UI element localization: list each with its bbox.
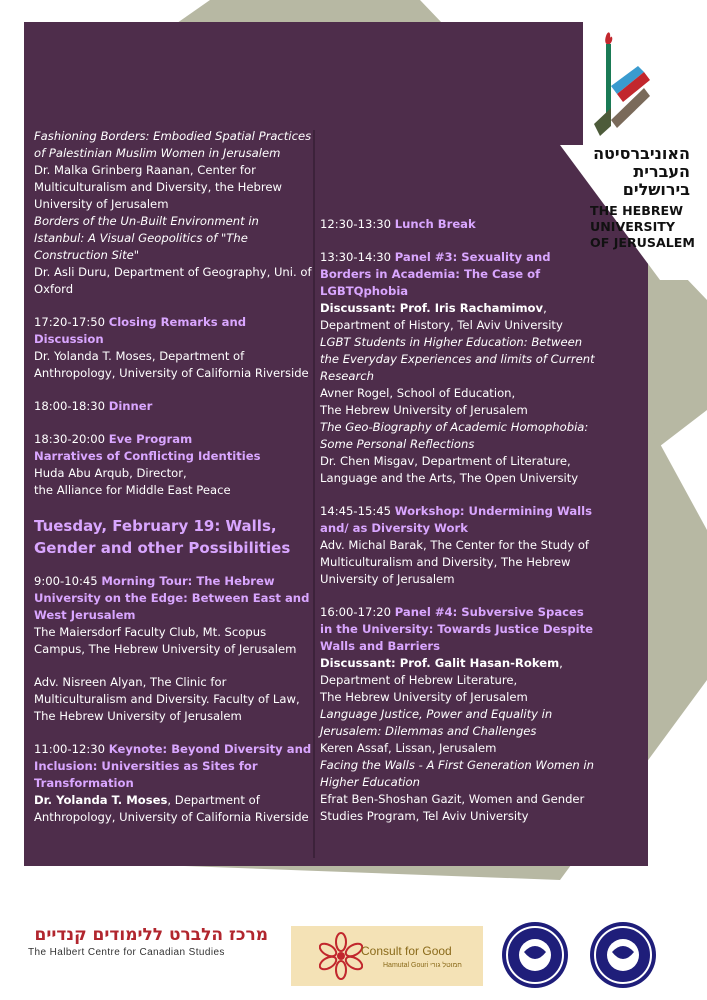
talk-title: The Geo-Biography of Academic Homophobia: Some Personal Reflections	[320, 420, 589, 451]
discussant-affiliation: , Department of Hebrew Literature,	[320, 656, 563, 687]
halbert-centre-english: The Halbert Centre for Canadian Studies	[28, 947, 225, 958]
program-left-column	[34, 128, 312, 842]
talk-speaker: Avner Rogel, School of Education,	[320, 386, 516, 400]
discussant-name: Discussant: Prof. Iris Rachamimov	[320, 301, 544, 315]
talk-speaker: Keren Assaf, Lissan, Jerusalem	[320, 741, 497, 755]
talk-speaker: Dr. Chen Misgav, Department of Literature, Language and the Arts, The Open University	[320, 454, 579, 485]
session-title: Keynote: Beyond Diversity and Inclusion: Universities as Sites for Transformation	[34, 742, 312, 790]
discussant-name: Discussant: Prof. Galit Hasan-Rokem	[320, 656, 560, 670]
university-name-english-3: OF JERUSALEM	[590, 235, 695, 250]
session-title: Dinner	[108, 399, 153, 413]
program-right-column	[320, 216, 596, 841]
globe-icon	[502, 922, 568, 988]
session-title: Panel #4: Subversive Spaces in the University: Towards Justice Despite Walls and Barriers	[320, 605, 594, 653]
session-title: Panel #3: Sexuality and Borders in Academia: The Case of LGBTQphobia	[320, 250, 551, 298]
consult-for-good-name: Consult for Good	[361, 944, 452, 958]
university-name-hebrew-3: בירושלים	[622, 180, 690, 199]
talk-title: Facing the Walls - A First Generation Women in Higher Education	[320, 758, 594, 789]
session-time: 16:00-17:20	[320, 605, 392, 619]
talk-speaker: The Hebrew University of Jerusalem	[320, 403, 528, 417]
session-speaker: Adv. Michal Barak, The Center for the Study of Multiculturalism and Diversity, The Hebrew University of Jerusalem	[320, 538, 590, 586]
talk-title: LGBT Students in Higher Education: Between the Everyday Experiences and limits of Current Research	[320, 335, 595, 383]
keynote-speaker-name: Dr. Yolanda T. Moses	[34, 793, 168, 807]
session-time: 9:00-10:45	[34, 574, 98, 588]
sponsor-footer	[0, 880, 707, 1000]
session-title: Morning Tour: The Hebrew University on the Edge: Between East and West Jerusalem	[34, 574, 310, 622]
session-time: 17:20-17:50	[34, 315, 106, 329]
discussant-affiliation: , Department of History, Tel Aviv University	[320, 301, 563, 332]
consult-for-good-sub: Hamutal Gouri חמוטל גורי	[383, 962, 462, 969]
session-speaker: Dr. Yolanda T. Moses, Department of Anthropology, University of California Riverside	[34, 349, 309, 380]
session-speaker: Huda Abu Arqub, Director,	[34, 466, 187, 480]
day-heading: Tuesday, February 19: Walls, Gender and other Possibilities	[34, 517, 291, 557]
hebrew-university-logo-mark	[592, 28, 656, 140]
university-name-english-2: UNIVERSITY	[590, 219, 675, 234]
discussant-affiliation: The Hebrew University of Jerusalem	[320, 690, 528, 704]
session-time: 11:00-12:30	[34, 742, 106, 756]
university-name-hebrew-2: העברית	[633, 162, 690, 181]
session-time: 13:30-14:30	[320, 250, 392, 264]
university-name-hebrew-1: האוניברסיטה	[593, 144, 690, 163]
halbert-centre-hebrew: מרכז הלברט ללימודים קנדיים	[34, 925, 268, 945]
institution-seal-2	[590, 922, 656, 988]
talk-speaker: Dr. Asli Duru, Department of Geography, Uni. of Oxford	[34, 265, 312, 296]
session-title: Closing Remarks and Discussion	[34, 315, 247, 346]
session-subtitle: Narratives of Conflicting Identities	[34, 449, 261, 463]
session-time: 12:30-13:30	[320, 217, 392, 231]
talk-speaker: Dr. Malka Grinberg Raanan, Center for Multiculturalism and Diversity, the Hebrew University of Jerusalem	[34, 163, 283, 211]
globe-icon	[590, 922, 656, 988]
flower-icon	[319, 930, 363, 982]
session-time: 18:30-20:00	[34, 432, 106, 446]
session-title: Workshop: Undermining Walls and/ as Diversity Work	[320, 504, 593, 535]
session-time: 18:00-18:30	[34, 399, 106, 413]
session-title: Eve Program	[108, 432, 193, 446]
session-location: The Maiersdorf Faculty Club, Mt. Scopus Campus, The Hebrew University of Jerusalem	[34, 625, 297, 656]
talk-title: Language Justice, Power and Equality in Jerusalem: Dilemmas and Challenges	[320, 707, 553, 738]
session-time: 14:45-15:45	[320, 504, 392, 518]
university-name-english-1: THE HEBREW	[590, 203, 684, 218]
keynote-speaker-affiliation: , Department of Anthropology, University of California Riverside	[34, 793, 309, 824]
talk-title: Borders of the Un-Built Environment in Istanbul: A Visual Geopolitics of "The Construction Site"	[34, 214, 259, 262]
talk-title: Fashioning Borders: Embodied Spatial Practices of Palestinian Muslim Women in Jerusalem	[34, 129, 312, 160]
institution-seal-1	[502, 922, 568, 988]
session-speaker: the Alliance for Middle East Peace	[34, 483, 231, 497]
consult-for-good-logo	[291, 926, 483, 986]
talk-speaker: Efrat Ben-Shoshan Gazit, Women and Gender Studies Program, Tel Aviv University	[320, 792, 585, 823]
session-title: Lunch Break	[394, 217, 476, 231]
session-speaker: Adv. Nisreen Alyan, The Clinic for Multiculturalism and Diversity. Faculty of Law, The Hebrew University of Jerusalem	[34, 675, 300, 723]
university-name	[590, 145, 705, 251]
